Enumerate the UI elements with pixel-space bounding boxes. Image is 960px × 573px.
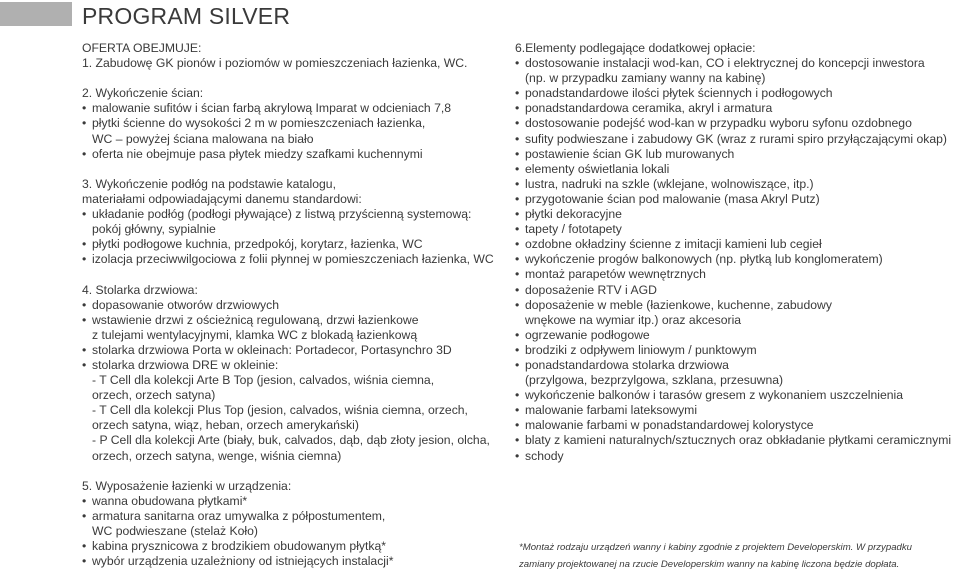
list-item: • ogrzewanie podłogowe [515,328,960,343]
list-item: • schody [515,449,960,464]
list-item: • płytki ścienne do wysokości 2 m w pomieszczeniach łazienka, [82,116,502,131]
list-item: • sufity podwieszane i zabudowy GK (wraz z rurami spiro przyłączającymi okap) [515,132,960,147]
list-item-continuation: - T Cell dla kolekcji Plus Top (jesion, calvados, wiśnia ciemna, orzech, [82,403,502,418]
section-3-heading: 3. Wykończenie podłóg na podstawie katalogu, [82,177,502,192]
list-item: • stolarka drzwiowa DRE w okleinie: [82,358,502,373]
list-item: • elementy oświetlania lokali [515,162,960,177]
list-item: • wstawienie drzwi z ościeżnicą regulowaną, drzwi łazienkowe [82,313,502,328]
list-item-continuation: - T Cell dla kolekcji Arte B Top (jesion, calvados, wiśnia ciemna, [82,373,502,388]
list-item: • układanie podłóg (podłogi pływające) z listwą przyścienną systemową: [82,207,502,222]
section-3-subheading: materiałami odpowiadającymi danemu standardowi: [82,192,502,207]
footnote-line: *Montaż rodzaju urządzeń wanny i kabiny zgodnie z projektem Developerskim. W przypadku [519,540,949,557]
list-item: • ponadstandardowa stolarka drzwiowa [515,358,960,373]
list-item: • brodziki z odpływem liniowym / punktowym [515,343,960,358]
list-item: • kabina prysznicowa z brodzikiem obudowanym płytką* [82,539,502,554]
list-item-continuation: orzech, orzech satyna) [82,388,502,403]
section-1: 1. Zabudowę GK pionów i poziomów w pomieszczeniach łazienka, WC. [82,56,502,71]
list-item: • wybór urządzenia uzależniony od istniejących instalacji* [82,554,502,569]
list-item: • dostosowanie podejść wod-kan w przypadku wyboru syfonu ozdobnego [515,116,960,131]
list-item-continuation: WC – powyżej ściana malowana na biało [82,132,502,147]
section-2-heading: 2. Wykończenie ścian: [82,86,502,101]
list-item-continuation: - P Cell dla kolekcji Arte (biały, buk, calvados, dąb, dąb złoty jesion, olcha, [82,433,502,448]
list-item: • wanna obudowana płytkami* [82,494,502,509]
list-item: • płytki dekoracyjne [515,207,960,222]
list-item: • armatura sanitarna oraz umywalka z półpostumentem, [82,509,502,524]
list-item: • wykończenie progów balkonowych (np. płytką lub konglomeratem) [515,252,960,267]
list-item-continuation: (np. w przypadku zamiany wanny na kabinę) [515,71,960,86]
list-item-continuation: wnękowe na wymiar itp.) oraz akcesoria [515,313,960,328]
list-item-continuation: WC podwieszane (stelaż Koło) [82,524,502,539]
footnote-line: zamiany projektowanej na rzucie Developerskim wanny na kabinę liczona będzie dopłata. [519,557,949,573]
list-item: • izolacja przeciwwilgociowa z folii płynnej w pomieszczeniach łazienka, WC [82,252,502,267]
list-item: • oferta nie obejmuje pasa płytek miedzy szafkami kuchennymi [82,147,502,162]
list-item: • malowanie farbami w ponadstandardowej kolorystyce [515,418,960,433]
list-item: • ozdobne okładziny ścienne z imitacji kamieni lub cegieł [515,237,960,252]
list-item: • lustra, nadruki na szkle (wklejane, wolnowiszące, itp.) [515,177,960,192]
list-item: • dostosowanie instalacji wod-kan, CO i elektrycznej do koncepcji inwestora [515,56,960,71]
list-item-continuation: z tulejami wentylacyjnymi, klamka WC z blokadą łazienkową [82,328,502,343]
list-item-continuation: (przylgowa, bezprzylgowa, szklana, przesuwna) [515,373,960,388]
list-item-continuation: pokój główny, sypialnie [82,222,502,237]
list-item: • blaty z kamieni naturalnych/sztucznych oraz obkładanie płytkami ceramicznymi [515,433,960,448]
section-5-heading: 5. Wyposażenie łazienki w urządzenia: [82,479,502,494]
list-item: • stolarka drzwiowa Porta w okleinach: Portadecor, Portasynchro 3D [82,343,502,358]
list-item: • malowanie sufitów i ścian farbą akrylową Imparat w odcieniach 7,8 [82,101,502,116]
section-4-heading: 4. Stolarka drzwiowa: [82,283,502,298]
footnote [519,540,949,573]
list-item: • doposażenie w meble (łazienkowe, kuchenne, zabudowy [515,298,960,313]
header-bar [0,2,72,26]
list-item: • tapety / fototapety [515,222,960,237]
list-item: • ponadstandardowe ilości płytek ściennych i podłogowych [515,86,960,101]
list-item: • malowanie farbami lateksowymi [515,403,960,418]
list-item: • ponadstandardowa ceramika, akryl i armatura [515,101,960,116]
list-item: • płytki podłogowe kuchnia, przedpokój, korytarz, łazienka, WC [82,237,502,252]
list-item: • przygotowanie ścian pod malowanie (masa Akryl Putz) [515,192,960,207]
offer-heading: OFERTA OBEJMUJE: [82,41,502,56]
list-item: • montaż parapetów wewnętrznych [515,267,960,282]
page-title: PROGRAM SILVER [82,2,290,30]
list-item: • dopasowanie otworów drzwiowych [82,298,502,313]
list-item: • postawienie ścian GK lub murowanych [515,147,960,162]
list-item-continuation: orzech satyna, wiąz, heban, orzech amerykański) [82,418,502,433]
list-item: • wykończenie balkonów i tarasów gresem z wykonaniem uszczelnienia [515,388,960,403]
list-item: • doposażenie RTV i AGD [515,283,960,298]
section-6-heading: 6.Elementy podlegające dodatkowej opłacie: [515,41,960,56]
list-item-continuation: orzech, orzech satyna, wenge, wiśnia ciemna) [82,449,502,464]
right-column [515,41,960,464]
left-column [82,41,502,569]
